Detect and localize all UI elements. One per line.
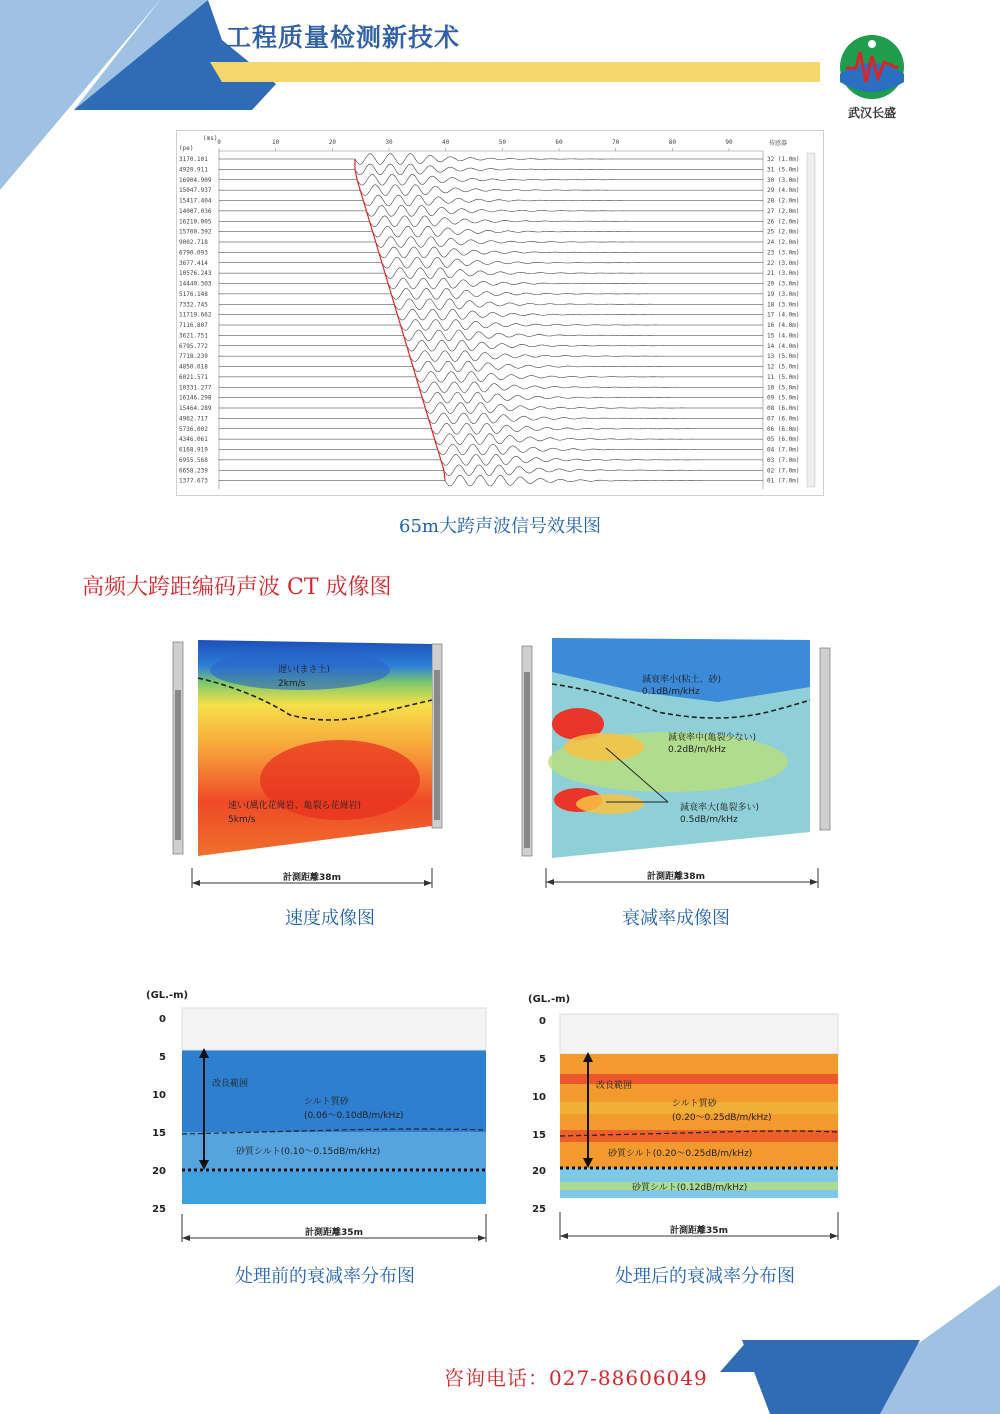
velocity-map <box>170 630 450 890</box>
channel-label: 20 (3.0m) <box>767 280 800 288</box>
channel-label: 06 (6.0m) <box>767 425 800 433</box>
before-map <box>140 982 496 1244</box>
trace-label: 10576.243 <box>179 270 212 278</box>
trace-line <box>219 330 763 341</box>
trace-line <box>219 205 763 216</box>
trace-label: 16904.909 <box>179 176 212 184</box>
after-map <box>522 986 848 1246</box>
trace-label: 3621.751 <box>179 332 208 340</box>
trace-label: 3170.101 <box>179 156 208 163</box>
trace-line <box>219 299 763 310</box>
trace-line <box>219 320 763 331</box>
before-layer2: 砂質シルト(0.10〜0.15dB/m/kHz) <box>236 1147 381 1157</box>
time-tick: 10 <box>272 139 280 146</box>
row-unit-label: (pe) <box>179 145 194 152</box>
channel-label: 27 (2.0m) <box>767 207 800 215</box>
time-tick: 70 <box>612 139 620 146</box>
trace-label: 16210.005 <box>179 218 212 226</box>
channel-label: 19 (3.0m) <box>767 290 800 298</box>
after-tick-15: 15 <box>532 1130 546 1141</box>
logo-text: 武汉长盛 <box>847 106 896 120</box>
trace-line <box>219 185 763 196</box>
attenuation-distance-label: 計測距離38m <box>647 872 705 882</box>
trace-label: 14007.036 <box>179 207 212 215</box>
channel-label: 03 (7.0m) <box>767 456 800 464</box>
trace-line <box>219 237 763 248</box>
channel-label: 13 (5.0m) <box>767 353 800 361</box>
trace-label: 15464.289 <box>179 405 212 412</box>
trace-label: 7116.807 <box>179 322 208 329</box>
after-layer3: 砂質シルト(0.12dB/m/kHz) <box>632 1183 748 1193</box>
after-caption: 处理后的衰减率分布图 <box>615 1266 795 1287</box>
channel-label: 15 (4.0m) <box>767 332 800 340</box>
trace-line <box>219 361 763 372</box>
trace-line <box>219 154 763 165</box>
time-unit-label: (ms) <box>203 135 218 142</box>
trace-line <box>219 434 763 445</box>
trace-label: 7332.745 <box>179 301 208 309</box>
channel-label: 02 (7.0m) <box>767 467 800 475</box>
time-tick: 0 <box>217 139 221 146</box>
trace-line <box>219 413 763 424</box>
trace-line <box>219 216 763 227</box>
trace-line <box>219 392 763 403</box>
trace-label: 15700.392 <box>179 228 212 236</box>
trace-line <box>219 257 763 268</box>
trace-label: 5736.002 <box>179 425 208 433</box>
waveform-caption: 65m大跨声波信号效果图 <box>399 516 601 537</box>
channel-label: 17 (4.0m) <box>767 311 800 319</box>
velocity-label-top-value: 2km/s <box>278 679 306 689</box>
channel-label: 25 (2.0m) <box>767 228 800 236</box>
channel-label: 14 (4.0m) <box>767 342 800 350</box>
first-arrival-pick-line <box>355 159 445 481</box>
trace-label: 1377.673 <box>179 477 208 485</box>
trace-label: 4850.018 <box>179 363 208 371</box>
trace-line <box>219 288 763 299</box>
waveform-scrollbar <box>807 153 815 487</box>
velocity-label-bottom-value: 5km/s <box>228 815 256 825</box>
before-distance-label: 計測距離35m <box>305 1228 363 1238</box>
borehole-right <box>820 648 830 830</box>
trace-label: 3677.414 <box>179 259 208 267</box>
trace-line <box>219 195 763 206</box>
trace-label: 16146.298 <box>179 394 212 402</box>
trace-line <box>219 444 763 455</box>
trace-label: 6168.919 <box>179 446 208 454</box>
time-tick: 50 <box>498 139 506 146</box>
trace-label: 4346.061 <box>179 436 208 444</box>
trace-line <box>219 268 763 279</box>
after-distance-label: 計測距離35m <box>670 1226 728 1236</box>
trace-line <box>219 382 763 393</box>
before-tick-5: 5 <box>159 1052 166 1063</box>
trace-line <box>219 465 763 476</box>
channel-label: 04 (7.0m) <box>767 446 800 454</box>
channel-label: 09 (5.0m) <box>767 394 800 402</box>
before-tick-25: 25 <box>152 1204 166 1215</box>
attenuation-label-high-value: 0.5dB/m/kHz <box>680 815 738 825</box>
channel-header: 传感器 <box>769 140 788 147</box>
channel-label: 23 (3.0m) <box>767 249 800 257</box>
before-layer1-value: (0.06〜0.10dB/m/kHz) <box>304 1111 404 1121</box>
trace-line <box>219 475 763 486</box>
after-tick-20: 20 <box>532 1166 546 1177</box>
attenuation-map <box>518 632 838 890</box>
borehole-log-right <box>434 670 440 820</box>
time-tick: 80 <box>668 139 676 146</box>
trace-line <box>219 403 763 414</box>
trace-label: 11719.662 <box>179 311 212 319</box>
after-layer1: シルト質砂 <box>672 1099 717 1109</box>
velocity-label-bottom: 速い(風化花崗岩、亀裂ら花崗岩) <box>228 801 362 811</box>
time-tick: 30 <box>385 139 393 146</box>
attenuation-label-low: 減衰率小(粘土、砂) <box>642 675 722 685</box>
trace-line <box>219 174 763 185</box>
before-tick-20: 20 <box>152 1166 166 1177</box>
channel-label: 28 (2.0m) <box>767 197 800 205</box>
attenuation-label-low-value: 0.1dB/m/kHz <box>642 687 700 697</box>
trace-label: 5176.148 <box>179 290 208 298</box>
trace-line <box>219 340 763 351</box>
channel-label: 16 (4.0m) <box>767 322 800 329</box>
company-logo <box>832 32 912 122</box>
channel-label: 07 (6.0m) <box>767 415 800 423</box>
trace-label: 14440.303 <box>179 280 212 288</box>
before-range-label: 改良範囲 <box>212 1079 249 1089</box>
header-title: 工程质量检测新技术 <box>226 23 461 52</box>
trace-label: 6790.093 <box>179 249 208 257</box>
borehole-log-left <box>175 690 181 840</box>
channel-label: 22 (3.0m) <box>767 259 800 267</box>
after-tick-25: 25 <box>532 1204 546 1215</box>
trace-label: 7718.239 <box>179 353 208 361</box>
after-range-label: 改良範囲 <box>596 1081 633 1091</box>
channel-label: 10 (5.0m) <box>767 384 800 392</box>
trace-line <box>219 371 763 382</box>
velocity-label-top: 遅い(まさ土) <box>278 665 331 675</box>
channel-label: 24 (2.0m) <box>767 239 800 246</box>
trace-label: 6658.239 <box>179 467 208 475</box>
section-heading: 高频大跨距编码声波 CT 成像图 <box>82 575 392 600</box>
footer-phone: 咨询电话：027-88606049 <box>444 1366 708 1390</box>
trace-line <box>219 455 763 466</box>
trace-line <box>219 226 763 237</box>
trace-label: 15417.404 <box>179 197 212 205</box>
channel-label: 08 (6.0m) <box>767 405 800 412</box>
after-tick-10: 10 <box>532 1092 546 1103</box>
time-tick: 60 <box>555 139 563 146</box>
after-layer1-value: (0.20〜0.25dB/m/kHz) <box>672 1113 772 1123</box>
channel-label: 29 (4.0m) <box>767 187 800 195</box>
channel-label: 11 (5.0m) <box>767 373 800 381</box>
channel-label: 01 (7.0m) <box>767 477 800 485</box>
attenuation-label-high: 減衰率大(亀裂多い) <box>680 803 760 813</box>
time-tick: 40 <box>442 139 450 146</box>
before-tick-0: 0 <box>159 1014 166 1025</box>
trace-line <box>219 247 763 258</box>
before-layer1: シルト質砂 <box>304 1097 349 1107</box>
channel-label: 32 (1.0m) <box>767 156 800 163</box>
before-caption: 处理前的衰减率分布图 <box>235 1266 415 1287</box>
channel-label: 21 (3.0m) <box>767 270 800 278</box>
channel-label: 18 (3.0m) <box>767 301 800 309</box>
attenuation-label-mid-value: 0.2dB/m/kHz <box>668 745 726 755</box>
waveform-plot <box>177 131 823 495</box>
trace-label: 15047.937 <box>179 187 212 195</box>
before-tick-10: 10 <box>152 1090 166 1101</box>
trace-line <box>219 309 763 320</box>
channel-label: 26 (2.0m) <box>767 218 800 226</box>
channel-label: 05 (6.0m) <box>767 436 800 444</box>
before-axis-title: (GL.-m) <box>146 990 189 1001</box>
after-layer2: 砂質シルト(0.20〜0.25dB/m/kHz) <box>608 1149 753 1159</box>
trace-label: 6795.772 <box>179 342 208 350</box>
trace-line <box>219 278 763 289</box>
trace-line <box>219 164 763 175</box>
trace-label: 4920.911 <box>179 166 208 174</box>
channel-label: 31 (5.0m) <box>767 166 800 174</box>
trace-label: 4962.717 <box>179 415 208 423</box>
after-axis-title: (GL.-m) <box>528 994 571 1005</box>
velocity-distance-label: 計測距離38m <box>283 873 341 883</box>
before-tick-15: 15 <box>152 1128 166 1139</box>
time-tick: 20 <box>328 139 336 146</box>
after-tick-0: 0 <box>539 1016 546 1027</box>
attenuation-caption: 衰减率成像图 <box>622 908 730 929</box>
trace-label: 9002.718 <box>179 239 208 246</box>
after-tick-5: 5 <box>539 1054 546 1065</box>
attenuation-label-mid: 減衰率中(亀裂少ない) <box>668 733 757 743</box>
channel-label: 12 (5.0m) <box>767 363 800 371</box>
trace-line <box>219 423 763 434</box>
trace-label: 6021.571 <box>179 373 208 381</box>
borehole-log-left <box>524 672 530 848</box>
trace-label: 10331.277 <box>179 384 212 392</box>
trace-line <box>219 351 763 362</box>
logo-emblem-icon <box>832 32 912 102</box>
trace-label: 6955.568 <box>179 456 208 464</box>
waveform-figure <box>176 130 824 496</box>
velocity-caption: 速度成像图 <box>285 908 375 929</box>
time-tick: 90 <box>725 139 733 146</box>
channel-label: 30 (3.0m) <box>767 176 800 184</box>
